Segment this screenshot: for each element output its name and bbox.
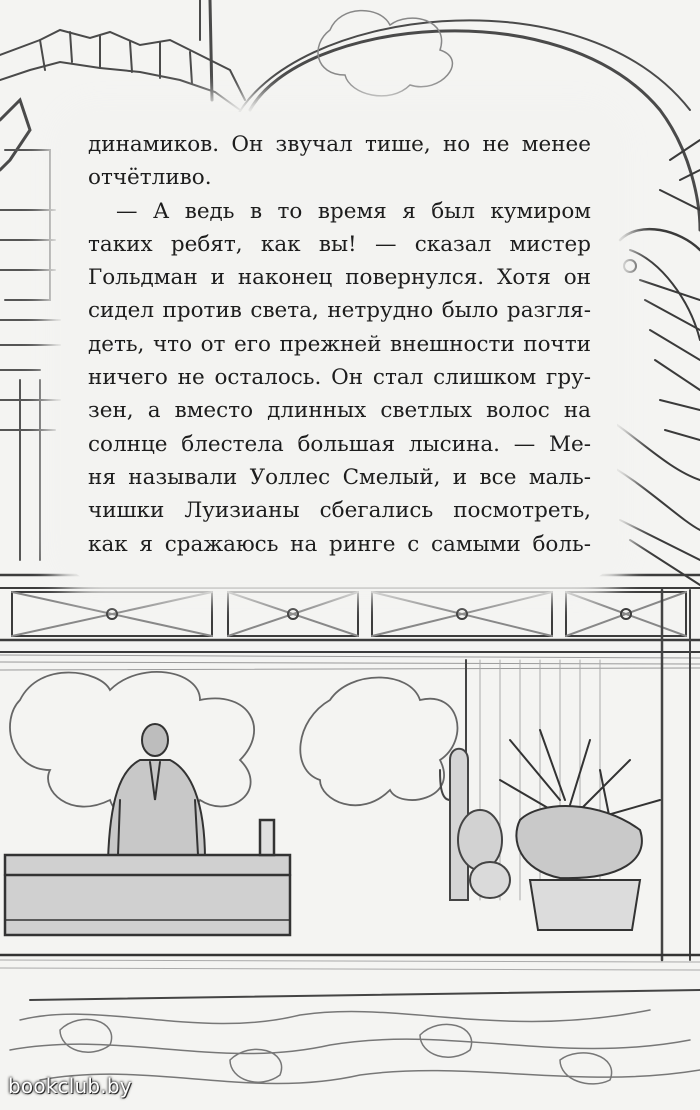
window-clouds [10,672,457,826]
text-line: сидел против света, нетрудно было разгля- [88,298,591,324]
text-line: динамиков. Он звучал тише, но не менее [88,132,591,157]
text-line: чишки Луизианы сбегались посмотреть, [88,498,591,524]
watermark: bookclub.by [8,1074,132,1098]
story-text [88,128,591,561]
left-building [0,150,60,560]
text-line: Гольдман и наконец повернулся. Хотя он [88,265,591,291]
frieze [0,575,700,652]
text-line: ня называли Уоллес Смелый, и все маль- [88,464,591,490]
text-line: — А ведь в то время я был кумиром [116,198,591,224]
floor [0,955,700,1084]
text-line: таких ребят, как вы! — сказал мистер [88,231,591,257]
text-line: отчётливо. [88,165,212,191]
text-line: зен, а вместо длинных светлых волос на [88,398,591,424]
text-line: как я сражаюсь на ринге с самыми боль- [88,531,591,557]
pole [210,0,212,100]
man-figure [108,724,205,860]
text-line: ничего не осталось. Он стал слишком гру- [88,365,591,391]
text-line: солнце блестела большая лысина. — Ме- [88,431,591,457]
text-line: деть, что от его прежней внешности почти [88,331,591,357]
